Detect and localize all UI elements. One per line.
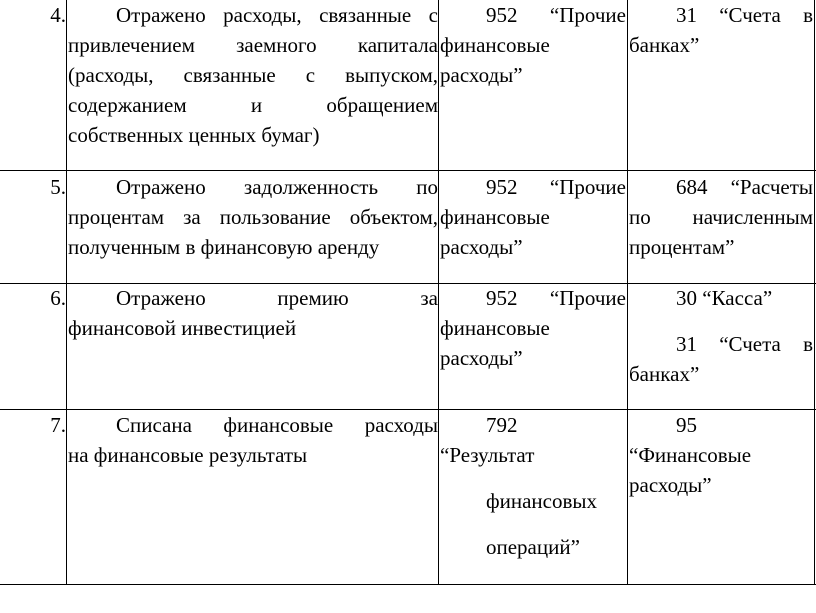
credit-line: 30 “Касса”	[676, 286, 773, 310]
debit-line: финансовые	[440, 33, 550, 57]
credit-line: 31 “Счета в	[676, 3, 813, 27]
description-line: Отражено расходы, связанные с	[116, 3, 438, 27]
operation-description	[68, 283, 438, 343]
table-border-desc	[438, 0, 439, 585]
debit-account	[440, 410, 626, 562]
description-line: на финансовые результаты	[68, 443, 308, 467]
debit-line: финансовых	[486, 489, 597, 513]
operation-description	[68, 410, 438, 470]
row-number: 4.	[50, 3, 66, 27]
description-line: Отражено задолженность по	[116, 175, 438, 199]
debit-line: 952 “Прочие	[486, 286, 626, 310]
description-line: (расходы, связанные с выпуском,	[68, 63, 438, 87]
description-line: Списана финансовые расходы	[116, 413, 438, 437]
debit-line: расходы”	[440, 63, 523, 87]
description-line: собственных ценных бумаг)	[68, 123, 320, 147]
debit-account	[440, 283, 626, 373]
credit-account	[629, 0, 813, 60]
description-line: полученным в финансовую аренду	[68, 235, 380, 259]
table-border-left	[66, 0, 67, 585]
debit-line: расходы”	[440, 346, 523, 370]
description-line: Отражено премию за	[116, 286, 438, 310]
row-divider	[0, 170, 816, 171]
credit-account	[629, 410, 813, 500]
credit-line: “Финансовые	[629, 443, 752, 467]
debit-account	[440, 172, 626, 262]
description-line: процентам за пользование объектом,	[68, 205, 438, 229]
table-border-debit	[627, 0, 628, 585]
row-number: 5.	[50, 175, 66, 199]
row-divider	[0, 584, 816, 585]
table-border-right	[814, 0, 815, 585]
credit-line: по начисленным	[629, 205, 813, 229]
debit-line: “Результат	[440, 443, 535, 467]
credit-line: 684 “Расчеты	[676, 175, 813, 199]
description-line: привлечением заемного капитала	[68, 33, 438, 57]
credit-line: банках”	[629, 33, 700, 57]
debit-line: финансовые	[440, 205, 550, 229]
row-number: 6.	[50, 286, 66, 310]
credit-account	[629, 172, 813, 262]
debit-line: 952 “Прочие	[486, 3, 626, 27]
description-line: финансовой инвестицией	[68, 316, 297, 340]
debit-line: финансовые	[440, 316, 550, 340]
description-line: содержанием и обращением	[68, 93, 438, 117]
credit-line: 95	[676, 413, 697, 437]
credit-line: процентам”	[629, 235, 735, 259]
debit-line: 792	[486, 413, 518, 437]
row-number: 7.	[50, 413, 66, 437]
credit-account	[629, 283, 813, 389]
operation-description	[68, 172, 438, 262]
credit-line: 31 “Счета в	[676, 332, 813, 356]
debit-line: операций”	[486, 535, 580, 559]
debit-line: расходы”	[440, 235, 523, 259]
debit-line: 952 “Прочие	[486, 175, 626, 199]
debit-account	[440, 0, 626, 90]
credit-line: расходы”	[629, 473, 712, 497]
operation-description	[68, 0, 438, 150]
credit-line: банках”	[629, 362, 700, 386]
